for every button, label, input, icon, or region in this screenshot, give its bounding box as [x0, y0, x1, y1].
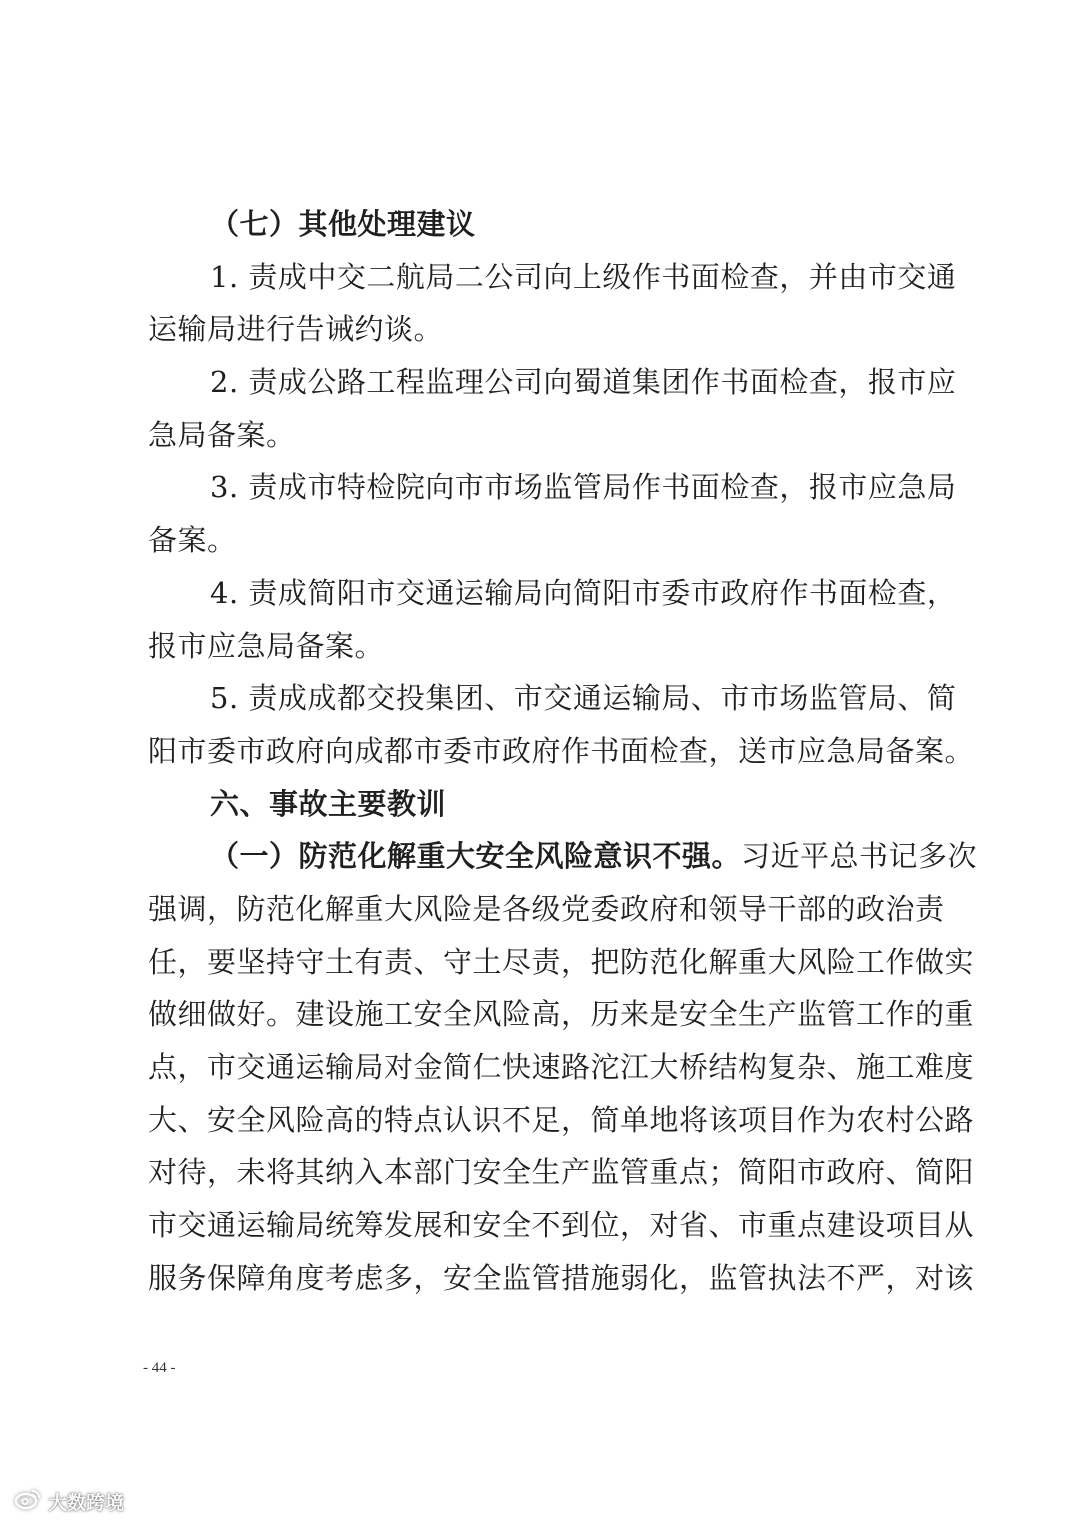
document-body [148, 198, 978, 1304]
paragraph-line: 备案。 [148, 523, 237, 558]
paragraph-line-lesson-one [148, 830, 978, 883]
lesson-one-title: （一）防范化解重大安全风险意识不强。 [210, 839, 742, 874]
paragraph-line: 大、安全风险高的特点认识不足，简单地将该项目作为农村公路 [148, 1102, 975, 1137]
paragraph-line: 3. 责成市特检院向市市场监管局作书面检查，报市应急局 [210, 470, 957, 505]
paragraph-line: 做细做好。建设施工安全风险高，历来是安全生产监管工作的重 [148, 997, 975, 1032]
paragraph-line: 报市应急局备案。 [148, 628, 385, 663]
paragraph-line: 阳市委市政府向成都市委市政府作书面检查，送市应急局备案。 [148, 733, 975, 768]
heading-main-lessons: 六、事故主要教训 [210, 786, 447, 821]
paragraph-line: 急局备案。 [148, 417, 296, 452]
watermark [14, 1488, 124, 1514]
paragraph-line: 1. 责成中交二航局二公司向上级作书面检查，并由市交通 [210, 259, 957, 294]
paragraph-line: 强调，防范化解重大风险是各级党委政府和领导干部的政治责 [148, 891, 945, 926]
watermark-text: 大数跨境 [48, 1491, 125, 1514]
paragraph-line: 服务保障角度考虑多，安全监管措施弱化，监管执法不严，对该 [148, 1260, 975, 1295]
paragraph-line: 点，市交通运输局对金简仁快速路沱江大桥结构复杂、施工难度 [148, 1050, 975, 1084]
paragraph-line: 运输局进行告诫约谈。 [148, 312, 444, 347]
paragraph-line: 任，要坚持守土有责、守土尽责，把防范化解重大风险工作做实 [148, 944, 975, 979]
paragraph-line: 市交通运输局统筹发展和安全不到位，对省、市重点建设项目从 [148, 1208, 975, 1243]
page-number: - 44 - [143, 1360, 176, 1376]
heading-other-suggestions: （七）其他处理建议 [210, 207, 476, 241]
paragraph-line: 对待，未将其纳入本部门安全生产监管重点；简阳市政府、简阳 [148, 1155, 975, 1190]
weibo-logo-icon [14, 1488, 42, 1515]
paragraph-line: 4. 责成简阳市交通运输局向简阳市委市政府作书面检查， [210, 575, 957, 610]
paragraph-line: 2. 责成公路工程监理公司向蜀道集团作书面检查，报市应 [210, 365, 957, 400]
lesson-one-text: 习近平总书记多次 [741, 839, 978, 874]
paragraph-line: 5. 责成成都交投集团、市交通运输局、市市场监管局、简 [210, 681, 957, 716]
